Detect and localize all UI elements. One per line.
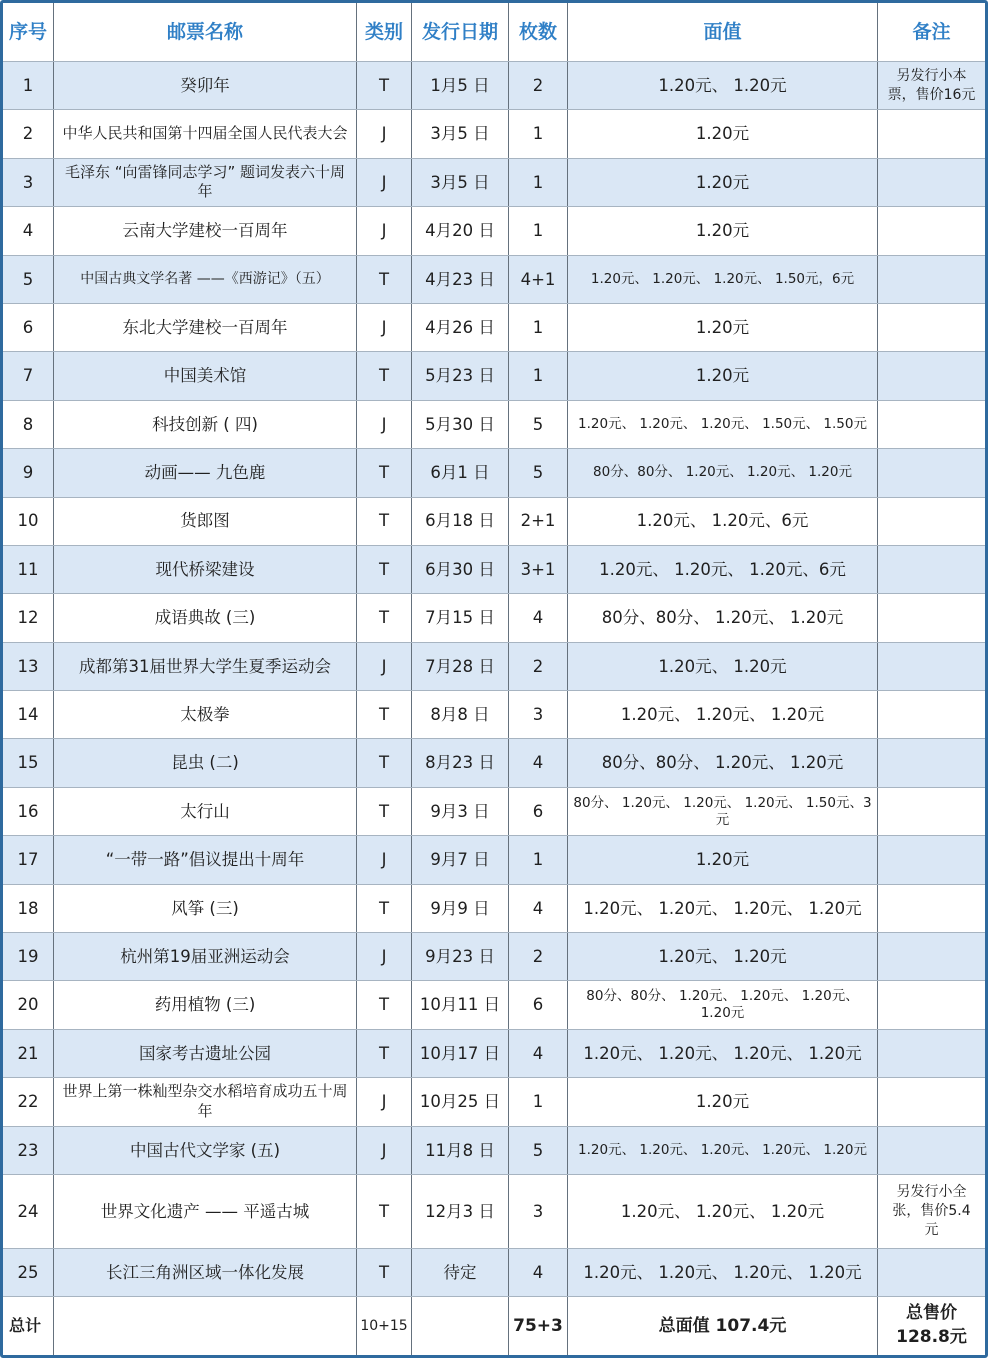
- cell-issue-date: 9月9 日: [412, 885, 509, 932]
- cell-category: J: [357, 1127, 412, 1174]
- cell-stamp-name: 昆虫 (二): [54, 739, 357, 786]
- cell-stamp-name: 杭州第19届亚洲运动会: [54, 933, 357, 980]
- cell-index: 2: [3, 110, 54, 157]
- table-row: [3, 449, 985, 497]
- cell-category: J: [357, 110, 412, 157]
- table-row: [3, 739, 985, 787]
- cell-remarks: [878, 981, 985, 1028]
- cell-remarks: [878, 401, 985, 448]
- cell-stamp-name: 中国古代文学家 (五): [54, 1127, 357, 1174]
- cell-remarks: [878, 304, 985, 351]
- cell-count: 5: [509, 401, 568, 448]
- cell-index: 17: [3, 836, 54, 883]
- table-row: [3, 643, 985, 691]
- table-row: [3, 836, 985, 884]
- table-row: [3, 885, 985, 933]
- cell-stamp-name: 现代桥梁建设: [54, 546, 357, 593]
- cell-stamp-name: 成都第31届世界大学生夏季运动会: [54, 643, 357, 690]
- cell-count: 2: [509, 643, 568, 690]
- table-row: [3, 1249, 985, 1297]
- cell-stamp-name: 成语典故 (三): [54, 594, 357, 641]
- cell-category: T: [357, 352, 412, 399]
- cell-category: J: [357, 159, 412, 206]
- table-total-row: [3, 1297, 985, 1355]
- table-row: [3, 594, 985, 642]
- cell-remarks: [878, 449, 985, 496]
- cell-remarks: [878, 1030, 985, 1077]
- cell-index: 22: [3, 1078, 54, 1125]
- cell-category: T: [357, 449, 412, 496]
- cell-face-value: 1.20元: [568, 1078, 878, 1125]
- cell-index: 3: [3, 159, 54, 206]
- cell-index: 6: [3, 304, 54, 351]
- cell-remarks: [878, 1127, 985, 1174]
- cell-count: 3: [509, 1175, 568, 1248]
- cell-face-value: 1.20元: [568, 110, 878, 157]
- table-row: [3, 788, 985, 836]
- cell-index: 24: [3, 1175, 54, 1248]
- cell-category: T: [357, 739, 412, 786]
- cell-stamp-name: 太极拳: [54, 691, 357, 738]
- cell-issue-date: 5月23 日: [412, 352, 509, 399]
- table-row: [3, 352, 985, 400]
- cell-count: 1: [509, 304, 568, 351]
- cell-count: 6: [509, 981, 568, 1028]
- cell-count: 2+1: [509, 498, 568, 545]
- cell-remarks: [878, 885, 985, 932]
- cell-face-value: 1.20元、 1.20元、6元: [568, 498, 878, 545]
- cell-index: 13: [3, 643, 54, 690]
- cell-stamp-name: 科技创新 ( 四): [54, 401, 357, 448]
- cell-face-value: 1.20元: [568, 207, 878, 254]
- cell-index: 1: [3, 62, 54, 109]
- cell-count: 2: [509, 933, 568, 980]
- cell-issue-date: 7月28 日: [412, 643, 509, 690]
- cell-issue-date: 9月23 日: [412, 933, 509, 980]
- cell-remarks: [878, 498, 985, 545]
- cell-category: T: [357, 1030, 412, 1077]
- cell-stamp-name: 世界上第一株籼型杂交水稻培育成功五十周年: [54, 1078, 357, 1125]
- cell-stamp-name: 毛泽东 “向雷锋同志学习” 题词发表六十周年: [54, 159, 357, 206]
- cell-remarks: 另发行小本票，售价16元: [887, 67, 976, 103]
- cell-category: T: [357, 981, 412, 1028]
- cell-remarks: [878, 933, 985, 980]
- header-category: 类别: [357, 3, 412, 61]
- cell-issue-date: 3月5 日: [412, 159, 509, 206]
- cell-issue-date: 4月23 日: [412, 256, 509, 303]
- cell-category: T: [357, 62, 412, 109]
- cell-stamp-name: 癸卯年: [54, 62, 357, 109]
- total-face-value: 总面值 107.4元: [568, 1297, 878, 1355]
- table-row: [3, 546, 985, 594]
- cell-stamp-name: 货郎图: [54, 498, 357, 545]
- cell-remarks: [878, 352, 985, 399]
- table-row: [3, 1127, 985, 1175]
- cell-stamp-name: 云南大学建校一百周年: [54, 207, 357, 254]
- cell-issue-date: 6月18 日: [412, 498, 509, 545]
- cell-count: 1: [509, 159, 568, 206]
- cell-remarks: [878, 691, 985, 738]
- cell-category: T: [357, 1175, 412, 1248]
- cell-count: 5: [509, 1127, 568, 1174]
- table-row: [3, 498, 985, 546]
- cell-remarks: 另发行小全张，售价5.4元: [892, 1184, 971, 1238]
- cell-stamp-name: “一带一路”倡议提出十周年: [54, 836, 357, 883]
- cell-count: 4: [509, 1249, 568, 1296]
- table-row: [3, 981, 985, 1029]
- total-issue-date: [412, 1297, 509, 1355]
- cell-count: 3: [509, 691, 568, 738]
- cell-count: 4: [509, 885, 568, 932]
- cell-stamp-name: 动画—— 九色鹿: [54, 449, 357, 496]
- table-row: [3, 1078, 985, 1126]
- cell-category: J: [357, 304, 412, 351]
- cell-remarks: [878, 159, 985, 206]
- cell-stamp-name: 国家考古遗址公园: [54, 1030, 357, 1077]
- cell-issue-date: 5月30 日: [412, 401, 509, 448]
- total-category: 10+15: [357, 1297, 412, 1355]
- cell-issue-date: 4月20 日: [412, 207, 509, 254]
- cell-index: 10: [3, 498, 54, 545]
- cell-category: T: [357, 546, 412, 593]
- cell-face-value: 80分、80分、 1.20元、 1.20元: [568, 594, 878, 641]
- cell-face-value: 1.20元、 1.20元、 1.20元、 1.20元: [568, 1030, 878, 1077]
- header-stamp-name: 邮票名称: [54, 3, 357, 61]
- cell-face-value: 1.20元: [568, 352, 878, 399]
- cell-face-value: 1.20元、 1.20元、 1.20元: [568, 1175, 878, 1248]
- header-count: 枚数: [509, 3, 568, 61]
- cell-count: 1: [509, 110, 568, 157]
- table-row: [3, 933, 985, 981]
- cell-index: 5: [3, 256, 54, 303]
- cell-index: 11: [3, 546, 54, 593]
- table-row: [3, 207, 985, 255]
- cell-count: 4: [509, 594, 568, 641]
- cell-remarks: [878, 594, 985, 641]
- cell-index: 8: [3, 401, 54, 448]
- cell-index: 4: [3, 207, 54, 254]
- table-row: [3, 691, 985, 739]
- cell-face-value: 1.20元、 1.20元: [568, 643, 878, 690]
- cell-issue-date: 9月3 日: [412, 788, 509, 835]
- cell-index: 21: [3, 1030, 54, 1077]
- cell-index: 23: [3, 1127, 54, 1174]
- cell-issue-date: 8月23 日: [412, 739, 509, 786]
- cell-index: 16: [3, 788, 54, 835]
- cell-face-value: 1.20元、 1.20元: [568, 62, 878, 109]
- cell-issue-date: 11月8 日: [412, 1127, 509, 1174]
- cell-count: 4: [509, 1030, 568, 1077]
- cell-category: J: [357, 1078, 412, 1125]
- cell-index: 7: [3, 352, 54, 399]
- cell-index: 25: [3, 1249, 54, 1296]
- cell-issue-date: 4月26 日: [412, 304, 509, 351]
- cell-issue-date: 待定: [412, 1249, 509, 1296]
- total-stamp-name: [54, 1297, 357, 1355]
- cell-category: J: [357, 836, 412, 883]
- cell-stamp-name: 药用植物 (三): [54, 981, 357, 1028]
- cell-stamp-name: 太行山: [54, 788, 357, 835]
- total-sale-price: [878, 1297, 985, 1355]
- cell-face-value: 80分、80分、 1.20元、 1.20元、 1.20元、 1.20元: [568, 981, 878, 1028]
- cell-index: 20: [3, 981, 54, 1028]
- total-sale-label: 总售价: [906, 1303, 957, 1324]
- cell-remarks: [878, 110, 985, 157]
- cell-face-value: 1.20元、 1.20元、 1.20元: [568, 691, 878, 738]
- cell-category: J: [357, 401, 412, 448]
- cell-count: 1: [509, 352, 568, 399]
- cell-remarks: [878, 1249, 985, 1296]
- cell-issue-date: 8月8 日: [412, 691, 509, 738]
- table-row: [3, 256, 985, 304]
- cell-face-value: 1.20元、 1.20元、 1.20元、 1.20元: [568, 885, 878, 932]
- cell-face-value: 1.20元、 1.20元、 1.20元、 1.20元: [568, 1249, 878, 1296]
- cell-category: T: [357, 788, 412, 835]
- cell-index: 12: [3, 594, 54, 641]
- cell-face-value: 1.20元: [568, 159, 878, 206]
- total-sale-value: 128.8元: [896, 1327, 967, 1348]
- cell-face-value: 1.20元: [568, 304, 878, 351]
- cell-stamp-name: 中国古典文学名著 ——《西游记》（五）: [54, 256, 357, 303]
- cell-category: T: [357, 594, 412, 641]
- cell-count: 1: [509, 207, 568, 254]
- cell-face-value: 1.20元、 1.20元、 1.20元、6元: [568, 546, 878, 593]
- cell-remarks: [878, 643, 985, 690]
- cell-category: T: [357, 256, 412, 303]
- cell-category: T: [357, 1249, 412, 1296]
- cell-remarks: [878, 836, 985, 883]
- cell-stamp-name: 风筝 (三): [54, 885, 357, 932]
- cell-issue-date: 6月30 日: [412, 546, 509, 593]
- cell-face-value: 80分、80分、 1.20元、 1.20元: [568, 739, 878, 786]
- cell-stamp-name: 长江三角洲区域一体化发展: [54, 1249, 357, 1296]
- cell-count: 1: [509, 836, 568, 883]
- header-remarks: 备注: [912, 20, 951, 43]
- cell-face-value: 1.20元: [568, 836, 878, 883]
- total-label: 总计: [3, 1297, 54, 1355]
- cell-stamp-name: 东北大学建校一百周年: [54, 304, 357, 351]
- cell-count: 1: [509, 1078, 568, 1125]
- cell-count: 3+1: [509, 546, 568, 593]
- cell-remarks: [878, 546, 985, 593]
- cell-face-value: 1.20元、 1.20元: [568, 933, 878, 980]
- cell-stamp-name: 世界文化遗产 —— 平遥古城: [54, 1175, 357, 1248]
- header-issue-date: 发行日期: [412, 3, 509, 61]
- cell-remarks: [878, 1078, 985, 1125]
- cell-remarks: [878, 256, 985, 303]
- cell-remarks: [878, 207, 985, 254]
- cell-face-value: 80分、80分、 1.20元、 1.20元、 1.20元: [568, 449, 878, 496]
- cell-category: T: [357, 885, 412, 932]
- cell-count: 2: [509, 62, 568, 109]
- cell-index: 15: [3, 739, 54, 786]
- header-face-value: 面值: [568, 3, 878, 61]
- cell-face-value: 1.20元、 1.20元、 1.20元、 1.20元、 1.20元: [568, 1127, 878, 1174]
- cell-issue-date: 1月5 日: [412, 62, 509, 109]
- cell-category: T: [357, 498, 412, 545]
- cell-remarks: [878, 739, 985, 786]
- cell-index: 14: [3, 691, 54, 738]
- cell-issue-date: 12月3 日: [412, 1175, 509, 1248]
- table-row: [3, 401, 985, 449]
- cell-category: J: [357, 643, 412, 690]
- cell-index: 19: [3, 933, 54, 980]
- cell-issue-date: 6月1 日: [412, 449, 509, 496]
- cell-index: 18: [3, 885, 54, 932]
- table-row: [3, 304, 985, 352]
- table-row: [3, 110, 985, 158]
- cell-count: 5: [509, 449, 568, 496]
- cell-face-value: 1.20元、 1.20元、 1.20元、 1.50元，6元: [568, 256, 878, 303]
- cell-category: J: [357, 207, 412, 254]
- cell-count: 6: [509, 788, 568, 835]
- cell-issue-date: 7月15 日: [412, 594, 509, 641]
- total-count: 75+3: [509, 1297, 568, 1355]
- cell-remarks: [878, 788, 985, 835]
- cell-category: J: [357, 933, 412, 980]
- cell-stamp-name: 中华人民共和国第十四届全国人民代表大会: [54, 110, 357, 157]
- table-row: [3, 1175, 985, 1249]
- cell-issue-date: 10月17 日: [412, 1030, 509, 1077]
- cell-stamp-name: 中国美术馆: [54, 352, 357, 399]
- cell-issue-date: 3月5 日: [412, 110, 509, 157]
- table-row: [3, 1030, 985, 1078]
- cell-face-value: 1.20元、 1.20元、 1.20元、 1.50元、 1.50元: [568, 401, 878, 448]
- cell-count: 4+1: [509, 256, 568, 303]
- cell-face-value: 80分、 1.20元、 1.20元、 1.20元、 1.50元、3元: [568, 788, 878, 835]
- cell-index: 9: [3, 449, 54, 496]
- table-row: [3, 62, 985, 110]
- table-row: [3, 159, 985, 207]
- cell-count: 4: [509, 739, 568, 786]
- cell-issue-date: 9月7 日: [412, 836, 509, 883]
- cell-issue-date: 10月25 日: [412, 1078, 509, 1125]
- header-index: 序号: [3, 3, 54, 61]
- cell-category: T: [357, 691, 412, 738]
- cell-issue-date: 10月11 日: [412, 981, 509, 1028]
- table-header-row: [3, 3, 985, 62]
